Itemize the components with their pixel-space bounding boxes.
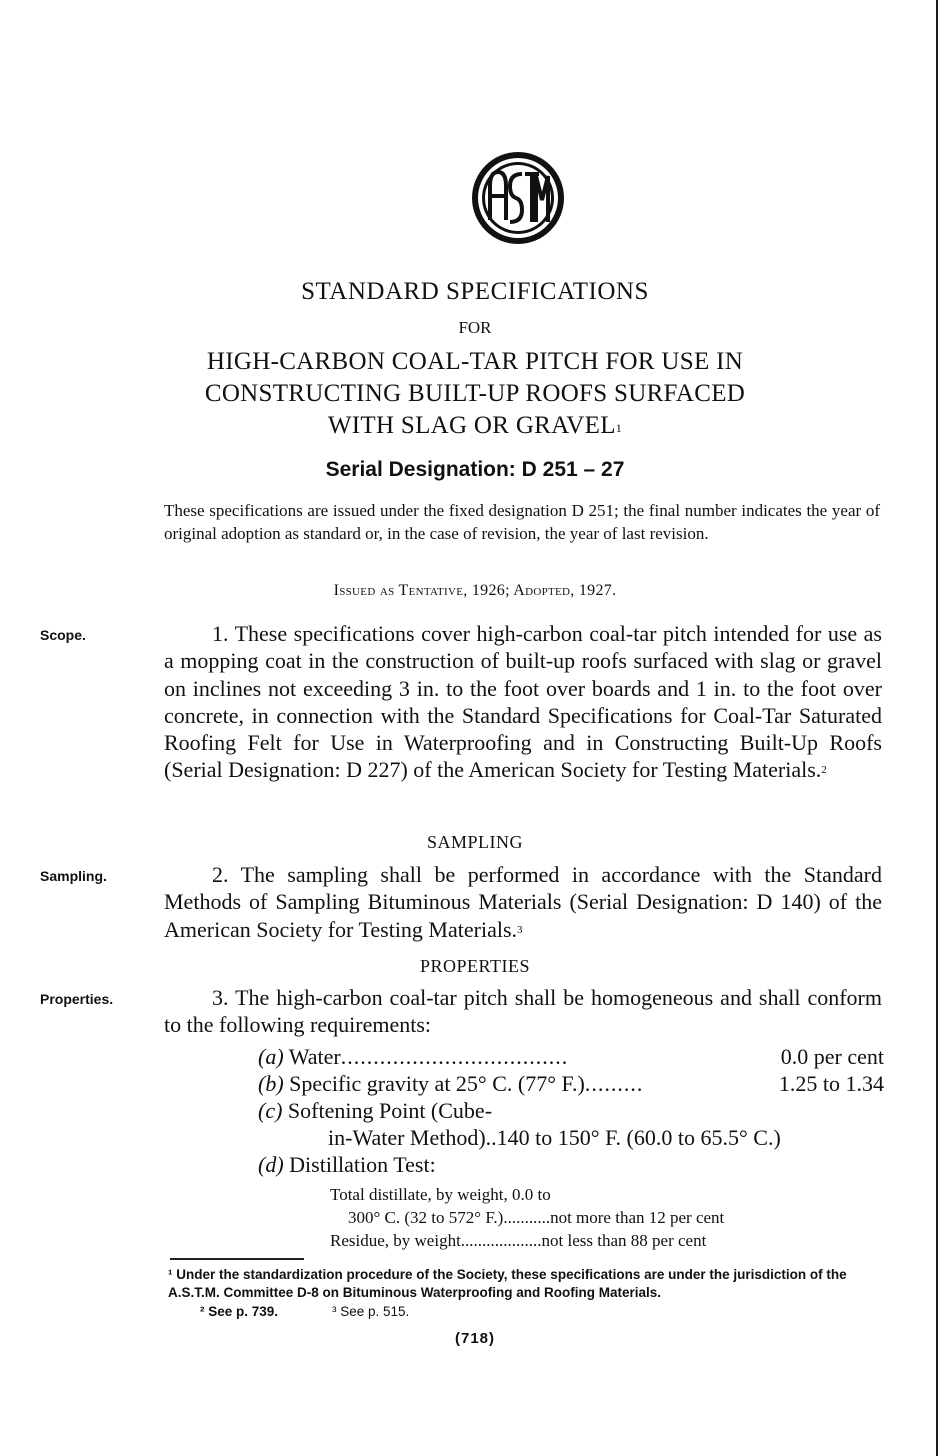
requirement-value: 1.25 to 1.34	[778, 1071, 884, 1096]
requirement-water	[258, 1043, 884, 1070]
scope-text: 1. These specifications cover high-carbon coal-tar pitch intended for use as a mopping coat in the construction of built-up roofs surfaced with slag or gravel on inclines not exceeding 3 in. to the foot over boards and 1 in. to the foot over concrete, in connection with the Standard Specifications for Coal-Tar Saturated Roofing Felt for Use in Waterproofing and in Constructing Built-Up Roofs (Serial Designation: D 227) of the American Society for Testing Materials.	[164, 621, 882, 783]
sidenote-sampling: Sampling.	[40, 868, 107, 884]
footnote-rule	[170, 1258, 304, 1260]
leader-dots: ...................................	[340, 1044, 569, 1069]
subject-line-3: WITH SLAG OR GRAVEL$^1$	[327, 412, 623, 439]
requirement-label: (a)	[258, 1044, 284, 1069]
serial-label: Serial Designation:	[325, 458, 516, 481]
page-edge-rule	[936, 0, 938, 1456]
document-title: STANDARD SPECIFICATIONS	[301, 278, 649, 305]
requirement-name: Water	[288, 1044, 341, 1069]
serial-designation	[0, 458, 950, 482]
requirement-distillation	[258, 1151, 436, 1178]
page-number: (718)	[454, 1330, 496, 1347]
footnote-3: ³ See p. 515.	[332, 1304, 410, 1319]
requirement-value: 0.0 per cent	[780, 1044, 884, 1069]
issued-line: Issued as Tentative, 1926; Adopted, 1927.	[333, 582, 617, 599]
footnote-ref-3: 3	[517, 923, 523, 936]
section-scope	[164, 620, 882, 784]
leader-dots: .........	[584, 1071, 644, 1096]
requirement-name: Softening Point (Cube-	[287, 1098, 493, 1123]
section-sampling	[164, 861, 882, 943]
serial-number: D 251 – 27	[521, 458, 625, 481]
subject-line-1: HIGH-CARBON COAL-TAR PITCH FOR USE IN	[206, 348, 744, 375]
requirement-name: Distillation Test:	[289, 1152, 436, 1177]
sidenote-scope: Scope.	[40, 627, 86, 643]
distillation-line-3: Residue, by weight...................not less than 88 per cent	[330, 1231, 707, 1250]
requirement-softening-point-cont: in-Water Method)..140 to 150° F. (60.0 to 65.5° C.)	[328, 1125, 781, 1150]
document-subject	[0, 346, 950, 442]
requirement-specific-gravity	[258, 1070, 884, 1097]
requirement-softening-point	[258, 1097, 884, 1124]
document-title-for: FOR	[458, 318, 492, 337]
heading-properties: PROPERTIES	[420, 956, 530, 976]
requirement-label: (c)	[258, 1098, 283, 1123]
footnote-ref-1: 1	[615, 421, 623, 435]
subject-line-2: CONSTRUCTING BUILT-UP ROOFS SURFACED	[204, 380, 746, 407]
heading-sampling: SAMPLING	[426, 832, 523, 852]
requirement-name: Specific gravity at 25° C. (77° F.)	[289, 1071, 585, 1096]
requirement-label: (d)	[258, 1152, 284, 1177]
requirement-label: (b)	[258, 1071, 284, 1096]
sidenote-properties: Properties.	[40, 991, 114, 1007]
intro-note: These specifications are issued under the fixed designation D 251; the final number indicates the year of original adoption as standard or, in the case of revision, the year of last revision.	[164, 501, 880, 543]
distillation-line-1: Total distillate, by weight, 0.0 to	[330, 1185, 551, 1204]
footnote-2: ² See p. 739.	[200, 1304, 279, 1319]
footnote-1: ¹ Under the standardization procedure of the Society, these specifications are under the jurisdiction of the A.S.T.M. Committee D-8 on Bituminous Waterproofing and Roofing Materials.	[168, 1267, 847, 1300]
section-properties	[164, 984, 882, 1039]
astm-seal-icon	[470, 150, 566, 246]
distillation-line-2: 300° C. (32 to 572° F.)...........not more than 12 per cent	[348, 1208, 725, 1227]
properties-text: 3. The high-carbon coal-tar pitch shall be homogeneous and shall conform to the following requirements:	[164, 985, 882, 1038]
footnote-ref-2: 2	[821, 764, 827, 777]
sampling-text: 2. The sampling shall be performed in accordance with the Standard Methods of Sampling Bituminous Materials (Serial Designation: D 140) of the American Society for Testing Materials.	[164, 862, 882, 942]
